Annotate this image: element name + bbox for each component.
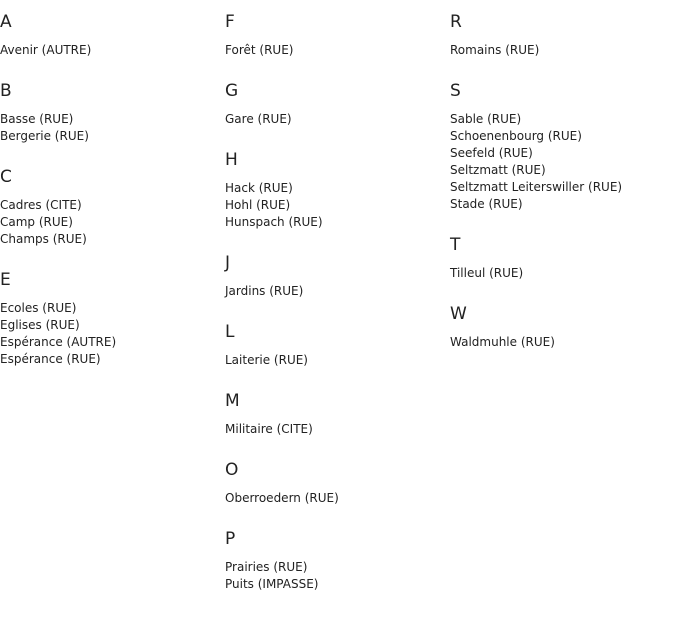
letter-heading: T	[450, 235, 461, 255]
letter-heading: L	[225, 322, 235, 342]
street-item[interactable]: Tilleul (RUE)	[450, 266, 524, 280]
street-item[interactable]: Eglises (RUE)	[0, 318, 80, 332]
street-list	[225, 111, 450, 128]
street-item[interactable]: Romains (RUE)	[450, 43, 540, 57]
street-item[interactable]: Waldmuhle (RUE)	[450, 335, 555, 349]
street-item[interactable]: Sable (RUE)	[450, 112, 522, 126]
letter-heading: A	[0, 12, 12, 32]
street-item[interactable]: Jardins (RUE)	[225, 284, 304, 298]
street-item[interactable]: Seefeld (RUE)	[450, 146, 533, 160]
street-item[interactable]: Ecoles (RUE)	[0, 301, 77, 315]
letter-group-l	[225, 322, 450, 369]
letter-group-e	[0, 270, 225, 368]
letter-heading: R	[450, 12, 462, 32]
letter-group-b	[0, 81, 225, 145]
street-list	[225, 283, 450, 300]
street-list	[225, 559, 450, 593]
letter-group-t	[450, 235, 675, 282]
street-list	[225, 180, 450, 231]
street-item[interactable]: Oberroedern (RUE)	[225, 491, 339, 505]
street-item[interactable]: Espérance (AUTRE)	[0, 335, 117, 349]
street-item[interactable]: Hack (RUE)	[225, 181, 293, 195]
letter-heading: J	[225, 253, 231, 273]
street-item[interactable]: Hunspach (RUE)	[225, 215, 323, 229]
column-1	[0, 0, 225, 390]
street-item[interactable]: Espérance (RUE)	[0, 352, 101, 366]
street-item[interactable]: Cadres (CITE)	[0, 198, 82, 212]
street-item[interactable]: Puits (IMPASSE)	[225, 577, 319, 591]
street-list	[0, 42, 225, 59]
street-list	[225, 421, 450, 438]
street-item[interactable]: Seltzmatt (RUE)	[450, 163, 546, 177]
street-item[interactable]: Schoenenbourg (RUE)	[450, 129, 582, 143]
letter-heading: B	[0, 81, 12, 101]
street-list	[450, 334, 675, 351]
street-item[interactable]: Basse (RUE)	[0, 112, 74, 126]
letter-heading: S	[450, 81, 461, 101]
letter-heading: E	[0, 270, 11, 290]
column-2	[225, 0, 450, 615]
letter-heading: C	[0, 167, 12, 187]
street-item[interactable]: Stade (RUE)	[450, 197, 523, 211]
street-item[interactable]: Champs (RUE)	[0, 232, 87, 246]
letter-heading: H	[225, 150, 238, 170]
letter-heading: O	[225, 460, 239, 480]
street-item[interactable]: Laiterie (RUE)	[225, 353, 308, 367]
street-list	[0, 111, 225, 145]
letter-heading: M	[225, 391, 240, 411]
letter-heading: F	[225, 12, 235, 32]
column-3	[450, 0, 675, 373]
letter-group-a	[0, 12, 225, 59]
letter-group-p	[225, 529, 450, 593]
letter-group-o	[225, 460, 450, 507]
street-list	[225, 42, 450, 59]
letter-group-w	[450, 304, 675, 351]
street-list	[225, 352, 450, 369]
street-item[interactable]: Forêt (RUE)	[225, 43, 294, 57]
street-item[interactable]: Hohl (RUE)	[225, 198, 291, 212]
street-list	[450, 111, 675, 213]
street-item[interactable]: Camp (RUE)	[0, 215, 73, 229]
street-list	[450, 265, 675, 282]
street-item[interactable]: Gare (RUE)	[225, 112, 292, 126]
letter-group-f	[225, 12, 450, 59]
letter-group-g	[225, 81, 450, 128]
street-list	[0, 300, 225, 368]
street-list	[450, 42, 675, 59]
street-item[interactable]: Prairies (RUE)	[225, 560, 308, 574]
street-item[interactable]: Avenir (AUTRE)	[0, 43, 92, 57]
street-item[interactable]: Seltzmatt Leiterswiller (RUE)	[450, 180, 623, 194]
street-list	[0, 197, 225, 248]
street-item[interactable]: Militaire (CITE)	[225, 422, 313, 436]
letter-group-j	[225, 253, 450, 300]
letter-group-h	[225, 150, 450, 231]
letter-heading: G	[225, 81, 239, 101]
letter-group-c	[0, 167, 225, 248]
letter-group-m	[225, 391, 450, 438]
street-list	[225, 490, 450, 507]
letter-heading: P	[225, 529, 236, 549]
letter-heading: W	[450, 304, 467, 324]
letter-group-r	[450, 12, 675, 59]
letter-group-s	[450, 81, 675, 213]
street-item[interactable]: Bergerie (RUE)	[0, 129, 89, 143]
